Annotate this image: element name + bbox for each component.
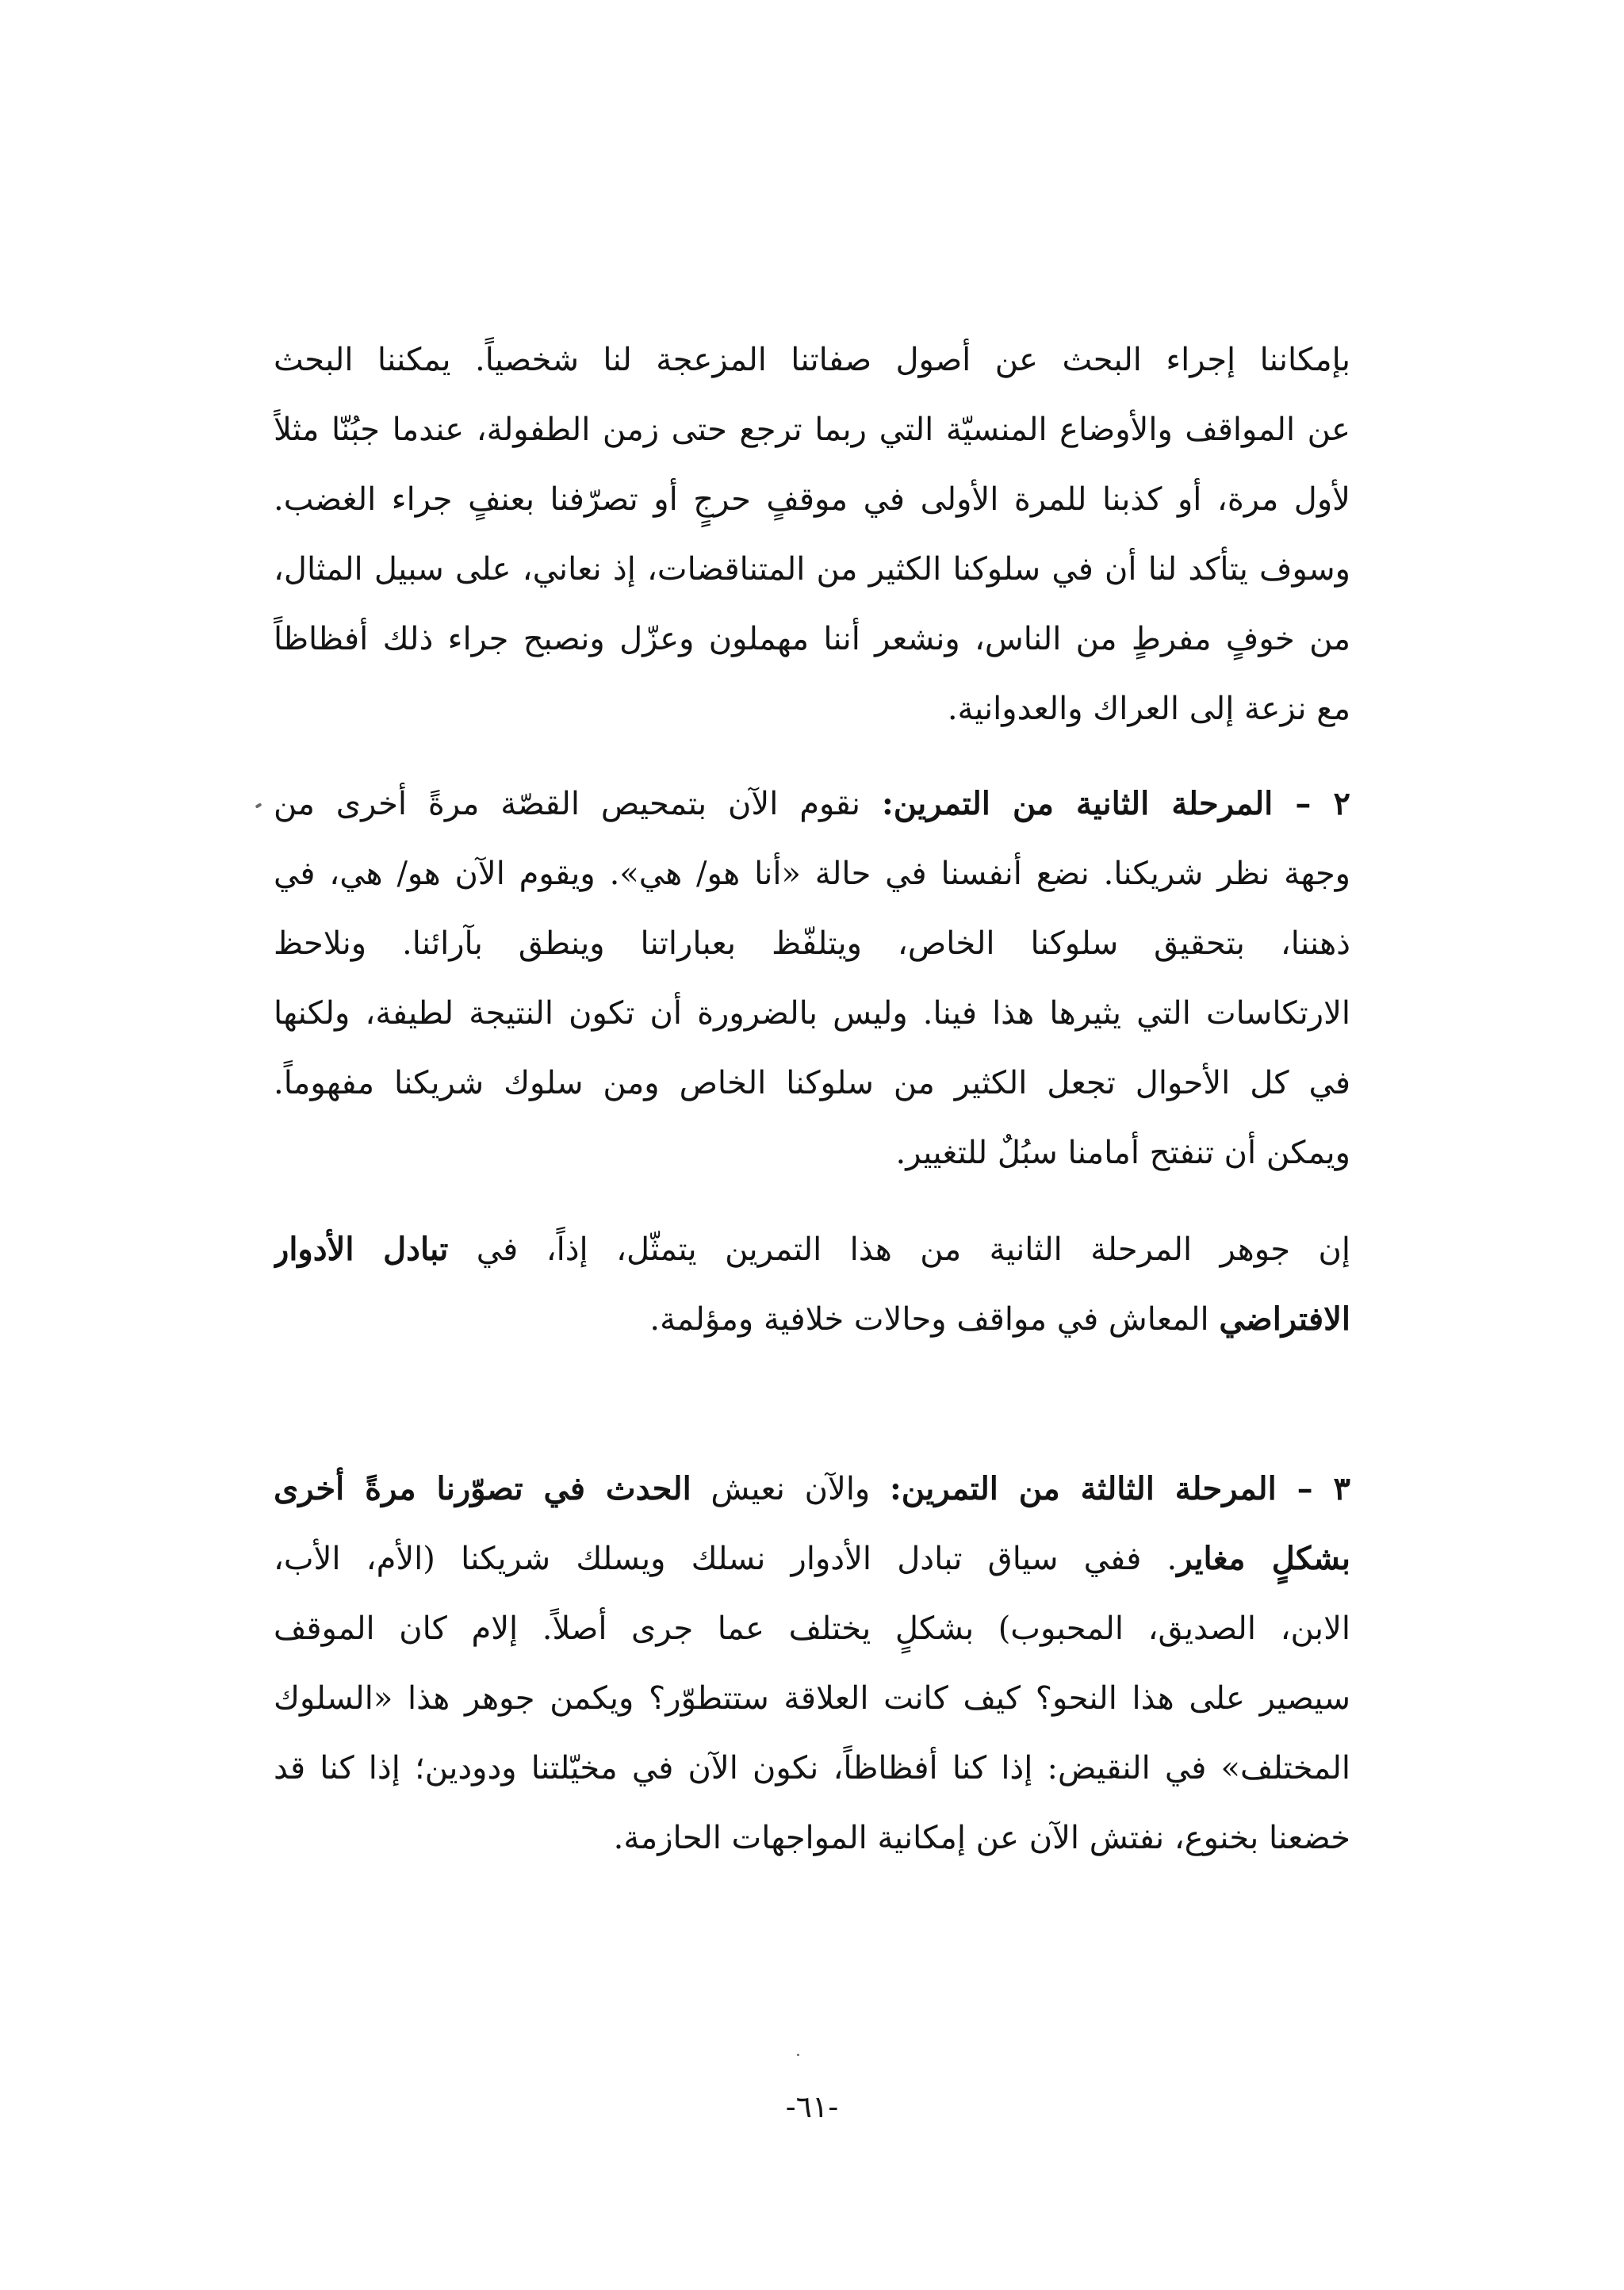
text-line bbox=[274, 1215, 1350, 1285]
text-run: والآن نعيش bbox=[691, 1471, 890, 1507]
page-number: -٦١- bbox=[785, 2089, 839, 2124]
text-run: المختلف» في النقيض: إذا كنا أفظاظاً، نكون الآن في مخيّلتنا ودودين؛ إذا كنا قد bbox=[274, 1750, 1350, 1786]
text-run: ويمكن أن تنفتح أمامنا سبُلٌ للتغيير. bbox=[895, 1135, 1350, 1171]
text-run: من خوفٍ مفرطٍ من الناس، ونشعر أننا مهملون وعزّل ونصبح جراء ذلك أفظاظاً bbox=[274, 621, 1350, 657]
text-line bbox=[274, 1803, 1350, 1873]
text-line bbox=[274, 1594, 1350, 1664]
text-run: سيصير على هذا النحو؟ كيف كانت العلاقة ستتطوّر؟ ويكمن جوهر هذا «السلوك bbox=[274, 1680, 1350, 1717]
text-run: في كل الأحوال تجعل الكثير من سلوكنا الخاص ومن سلوك شريكنا مفهوماً. bbox=[274, 1065, 1350, 1101]
bold-text-run: الافتراضي bbox=[1219, 1300, 1350, 1338]
text-line bbox=[274, 1733, 1350, 1803]
paragraph-2-stage-two bbox=[274, 769, 1350, 1188]
text-run: مع نزعة إلى العراك والعدوانية. bbox=[947, 691, 1350, 727]
text-run: وجهة نظر شريكنا. نضع أنفسنا في حالة «أنا هو/ هي». ويقوم الآن هو/ هي، في bbox=[274, 856, 1350, 892]
text-run: الارتكاسات التي يثيرها هذا فينا. وليس بالضرورة أن تكون النتيجة لطيفة، ولكنها bbox=[274, 995, 1350, 1032]
text-line bbox=[274, 909, 1350, 978]
text-line bbox=[274, 839, 1350, 909]
scan-speck bbox=[255, 802, 262, 808]
text-line bbox=[274, 1048, 1350, 1118]
text-run: . ففي سياق تبادل الأدوار نسلك ويسلك شريكنا (الأم، الأب، bbox=[274, 1541, 1178, 1577]
text-run: بإمكاننا إجراء البحث عن أصول صفاتنا المزعجة لنا شخصياً. يمكننا البحث bbox=[274, 342, 1350, 378]
text-run: الابن، الصديق، المحبوب) بشكلٍ يختلف عما جرى أصلاً. إلام كان الموقف bbox=[274, 1610, 1350, 1647]
text-line bbox=[274, 1454, 1350, 1524]
bold-text-run: بشكلٍ مغاير bbox=[1177, 1540, 1350, 1577]
text-line bbox=[274, 769, 1350, 839]
text-run: المعاش في مواقف وحالات خلافية ومؤلمة. bbox=[649, 1301, 1220, 1338]
text-line bbox=[274, 1118, 1350, 1188]
paragraph-3-role-exchange bbox=[274, 1215, 1350, 1354]
text-line bbox=[274, 1524, 1350, 1594]
text-line bbox=[274, 534, 1350, 604]
text-line bbox=[274, 604, 1350, 674]
scan-speck bbox=[797, 2054, 799, 2056]
bold-text-run: تبادل الأدوار bbox=[274, 1231, 449, 1268]
text-line bbox=[274, 978, 1350, 1048]
bold-text-run: الحدث في تصوّرنا مرةً أخرى bbox=[274, 1470, 691, 1507]
bold-text-run: ٢ – المرحلة الثانية من التمرين: bbox=[881, 785, 1350, 822]
paragraph-4-stage-three bbox=[274, 1454, 1350, 1873]
text-line bbox=[274, 325, 1350, 395]
text-line bbox=[274, 395, 1350, 465]
text-line bbox=[274, 465, 1350, 534]
text-line bbox=[274, 674, 1350, 744]
text-run: لأول مرة، أو كذبنا للمرة الأولى في موقفٍ حرجٍ أو تصرّفنا بعنفٍ جراء الغضب. bbox=[274, 481, 1350, 518]
text-run: وسوف يتأكد لنا أن في سلوكنا الكثير من المتناقضات، إذ نعاني، على سبيل المثال، bbox=[274, 551, 1350, 588]
text-run: إن جوهر المرحلة الثانية من هذا التمرين يتمثّل، إذاً، في bbox=[448, 1231, 1350, 1268]
bold-text-run: ٣ – المرحلة الثالثة من التمرين: bbox=[889, 1470, 1350, 1507]
text-run: نقوم الآن بتمحيص القصّة مرةً أخرى من bbox=[274, 786, 882, 822]
text-line bbox=[274, 1285, 1350, 1354]
text-run: عن المواقف والأوضاع المنسيّة التي ربما ترجع حتى زمن الطفولة، عندما جبُنّا مثلاً bbox=[274, 412, 1350, 448]
text-run: خضعنا بخنوع، نفتش الآن عن إمكانية المواجهات الحازمة. bbox=[613, 1820, 1350, 1856]
paragraph-1 bbox=[274, 325, 1350, 744]
text-run: ذهننا، بتحقيق سلوكنا الخاص، ويتلفّظ بعباراتنا وينطق بآرائنا. ونلاحظ bbox=[274, 925, 1350, 962]
text-line bbox=[274, 1664, 1350, 1733]
